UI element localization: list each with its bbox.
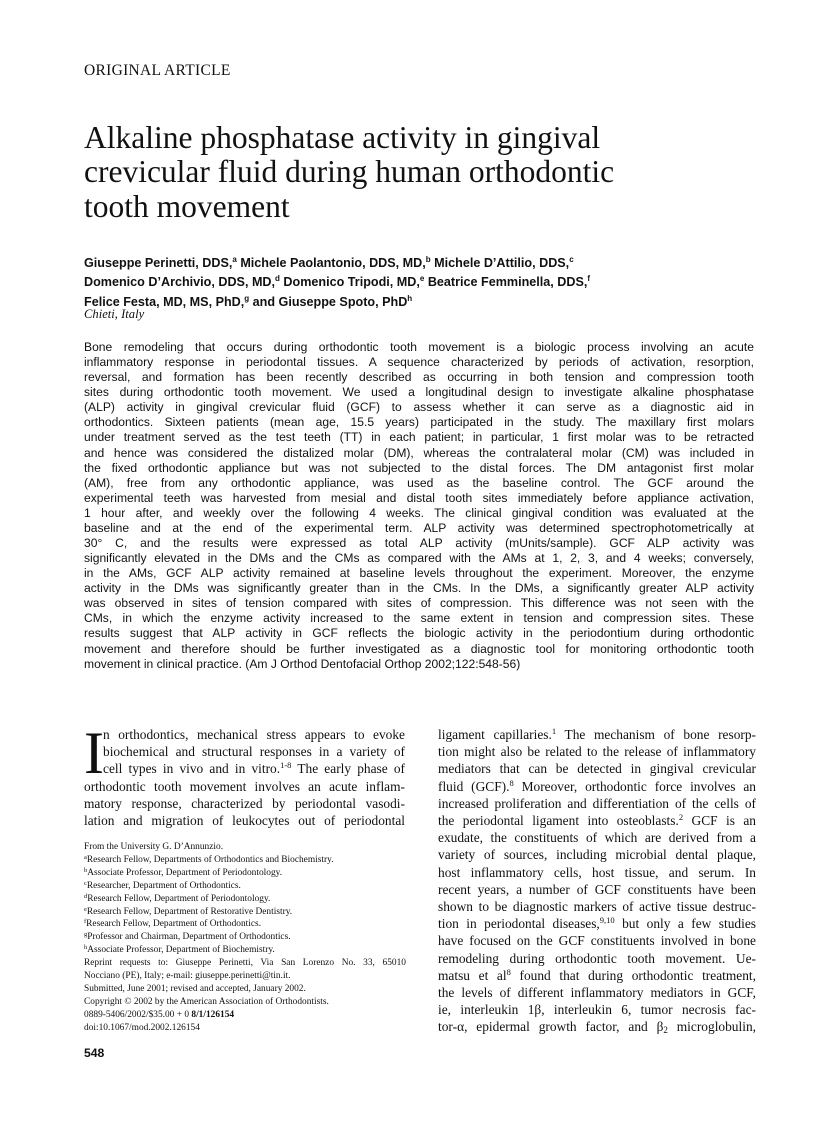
body-line: tion in periodontal diseases,$^{9,10}$ but only a few studies <box>438 915 756 932</box>
citation-ref: 1 <box>551 726 557 736</box>
citation-ref: 8 <box>506 966 511 977</box>
abstract-line: sites during orthodontic tooth movement. We used a longitudinal design to investigate alkaline phosphatase <box>84 385 754 400</box>
body-line: shown to be diagnostic markers of active tissue destruc- <box>438 899 756 915</box>
footnote-item: $^h$Associate Professor, Department of Biochemistry. <box>84 944 275 956</box>
affiliation-mark: e <box>419 274 425 284</box>
body-line: tor-α, epidermal growth factor, and $\beta_2$ microglobulin, <box>438 1019 756 1036</box>
abstract-line: 1 hour after, and weekly over the following 4 weeks. The clinical gingival condition was evaluated at the <box>84 505 754 520</box>
footnote-item: $^b$Associate Professor, Department of Periodontology. <box>84 866 283 878</box>
abstract-line: and hence was considered the distalized molar (DM), whereas the contralateral molar (CM) was included in <box>84 445 754 460</box>
affiliation-mark: h <box>407 293 413 303</box>
citation-ref: 2 <box>678 812 684 823</box>
abstract-line: CMs, in which the enzyme activity increased to the same extent in tension and compression sites. These <box>84 611 754 626</box>
abstract-line: the fixed orthodontic appliance but was not subjected to the distal forces. The DM antagonist first molar <box>84 460 754 475</box>
author-line <box>84 273 764 292</box>
footnote-reprint: Nocciano (PE), Italy; e-mail: giuseppe.perinetti@tin.it. <box>84 971 291 982</box>
abstract-line: reversal, and formation has been recently described as occurring in both tension and compression tooth <box>84 370 754 385</box>
abstract-line: 30° C, and the results were expressed as total ALP activity (mUnits/sample). GCF ALP activity was <box>84 536 754 551</box>
abstract-line: Bone remodeling that occurs during orthodontic tooth movement is a biologic process involving an acute <box>84 340 754 354</box>
footnote-item: $^f$Research Fellow, Department of Orthodontics. <box>84 918 262 930</box>
footnote-doi: doi:10.1067/mod.2002.126154 <box>84 1022 200 1033</box>
abstract-line: baseline and at the end of the experimental term. ALP activity was determined spectrophotometrically at <box>84 520 754 535</box>
footnotes <box>84 841 406 1035</box>
affiliation-location: Chieti, Italy <box>84 307 145 321</box>
abstract-line: in the AMs, GCF ALP activity remained at baseline levels throughout the experiment. Moreover, the enzyme <box>84 566 754 581</box>
abstract-line: results suggest that ALP activity in GCF reflects the biologic activity in the periodontium during orthodontic <box>84 626 754 641</box>
title-line: crevicular fluid during human orthodontic <box>84 154 615 190</box>
affiliation-mark: g <box>244 293 250 303</box>
affiliation-mark: c <box>569 255 574 264</box>
abstract-line: movement and therefore should be further investigated as a diagnostic tool for monitoring orthodontic tooth <box>84 641 754 656</box>
body-line: host inflammatory cells, host tissue, and serum. In <box>438 864 756 880</box>
body-line: have focused on the GCF constituents involved in bone <box>438 933 756 949</box>
body-line: biochemical and structural responses in a variety of <box>103 744 405 760</box>
article-title <box>84 121 764 224</box>
footnote-submitted: Submitted, June 2001; revised and accepted, January 2002. <box>84 983 306 994</box>
intro-right-column <box>438 726 756 1036</box>
citation-ref: 8 <box>509 777 514 788</box>
author-name: Domenico D’Archivio, DDS, MD, <box>84 275 276 290</box>
body-line: remodeling during orthodontic tooth movement. Ue- <box>438 950 756 966</box>
author-line <box>84 293 764 312</box>
abstract-line: experimental teeth was harvested from mesial and distal tooth sites immediately before appliance activation, <box>84 490 754 505</box>
author-name: Beatrice Femminella, DDS, <box>427 275 588 290</box>
author-line <box>84 254 764 273</box>
abstract-line: under treatment served as the test teeth (TT) in each patient; in particular, 1 first molar was to be retracted <box>84 430 754 445</box>
abstract-line: significantly elevated in the DMs and the CMs as compared with the AMs at 1, 2, 3, and 4 weeks; conversely, <box>84 551 754 566</box>
abstract-line: orthodontics. Sixteen patients (mean age, 15.5 years) participated in the study. The maxillary first molars <box>84 415 754 430</box>
title-line: tooth movement <box>84 188 290 224</box>
body-line: tion might also be related to the release of inflammatory <box>438 744 756 760</box>
body-line: recent years, a number of GCF constituents have been <box>438 881 756 897</box>
footnote-item: $^g$Professor and Chairman, Department of Orthodontics. <box>84 931 291 943</box>
body-line: n orthodontics, mechanical stress appears to evoke <box>103 727 405 742</box>
section-label: ORIGINAL ARTICLE <box>84 62 231 79</box>
footnote-university: From the University G. D’Annunzio. <box>84 842 224 852</box>
affiliation-mark: d <box>275 274 280 284</box>
citation-ref: 1-8 <box>280 760 292 771</box>
abstract <box>84 340 754 672</box>
body-line: the periodontal ligament into osteoblasts.$^2$ GCF is an <box>438 812 756 829</box>
footnote-item: $^e$Research Fellow, Department of Restorative Dentistry. <box>84 905 293 917</box>
body-line: ligament capillaries.$^1$ The mechanism of bone resorp- <box>438 726 757 742</box>
footnote-issn: 0889-5406/2002/$35.00 + 0 8/1/126154 <box>84 1009 235 1020</box>
body-line: orthodontic tooth movement involves an acute inflam- <box>84 778 405 794</box>
body-line: cell types in vivo and in vitro.$^{1-8}$ The early phase of <box>103 760 406 777</box>
body-line: ie, interleukin 1β, interleukin 6, tumor necrosis fac- <box>438 1002 756 1018</box>
author-name: Michele Paolantonio, DDS, MD, <box>240 256 426 270</box>
drop-cap: I <box>84 720 104 786</box>
affiliation-mark: f <box>587 274 591 284</box>
body-line: the levels of different inflammatory mediators in GCF, <box>438 985 756 1001</box>
author-name: and Giuseppe Spoto, PhD <box>252 294 408 309</box>
body-line: exudate, the constituents of which are derived from a <box>438 830 756 846</box>
abstract-line: (AM), free from any orthodontic appliance, was used as the baseline control. The GCF around the <box>84 475 754 490</box>
abstract-line: movement in clinical practice. (Am J Orthod Dentofacial Orthop 2002;122:548-56) <box>84 656 521 671</box>
footnote-copyright: Copyright © 2002 by the American Association of Orthodontists. <box>84 996 329 1007</box>
footnote-item: $^a$Research Fellow, Departments of Orthodontics and Biochemistry. <box>84 853 334 865</box>
author-list <box>84 254 764 312</box>
body-line: matory response, characterized by periodontal vasodi- <box>84 795 405 811</box>
abstract-line: activity in the DMs was significantly greater than in the CMs. In the DMs, a significantly greater ALP activity <box>84 581 754 596</box>
body-line: mediators that can be detected in gingival crevicular <box>438 761 756 777</box>
footnote-item: $^d$Research Fellow, Department of Periodontology. <box>84 892 271 904</box>
intro-left-column <box>84 720 406 829</box>
body-line: lation and migration of leukocytes out of periodontal <box>84 813 405 829</box>
author-name: Giuseppe Perinetti, DDS, <box>84 256 233 270</box>
abstract-line: was observed in sites of tension compared with sites of compression. This difference was not seen with the <box>84 596 754 611</box>
citation-ref: 9,10 <box>599 915 615 926</box>
page-number: 548 <box>84 1046 105 1060</box>
affiliation-mark: a <box>232 255 237 264</box>
footnote-reprint: Reprint requests to: Giuseppe Perinetti, Via San Lorenzo No. 33, 65010 <box>84 958 406 969</box>
title-line: Alkaline phosphatase activity in gingival <box>84 120 601 155</box>
abstract-line: inflammatory response in periodontal tissues. A sequence characterized by periods of activation, resorption, <box>84 355 754 370</box>
affiliation-mark: b <box>425 255 431 264</box>
body-line: fluid (GCF).$^8$ Moreover, orthodontic force involves an <box>438 777 756 794</box>
author-name: Felice Festa, MD, MS, PhD, <box>84 294 245 309</box>
footnote-item: $^c$Researcher, Department of Orthodontics. <box>84 879 241 891</box>
author-name: Domenico Tripodi, MD, <box>283 275 420 290</box>
body-line: increased proliferation and differentiation of the cells of <box>438 795 756 811</box>
body-line: variety of sources, including microbial dental plaque, <box>438 847 756 863</box>
body-line: matsu et $al^8$ found that during orthodontic treatment, <box>438 966 756 983</box>
author-name: Michele D’Attilio, DDS, <box>434 256 570 270</box>
abstract-line: (ALP) activity in gingival crevicular fluid (GCF) to assess whether it can serve as a diagnostic aid in <box>84 400 754 415</box>
